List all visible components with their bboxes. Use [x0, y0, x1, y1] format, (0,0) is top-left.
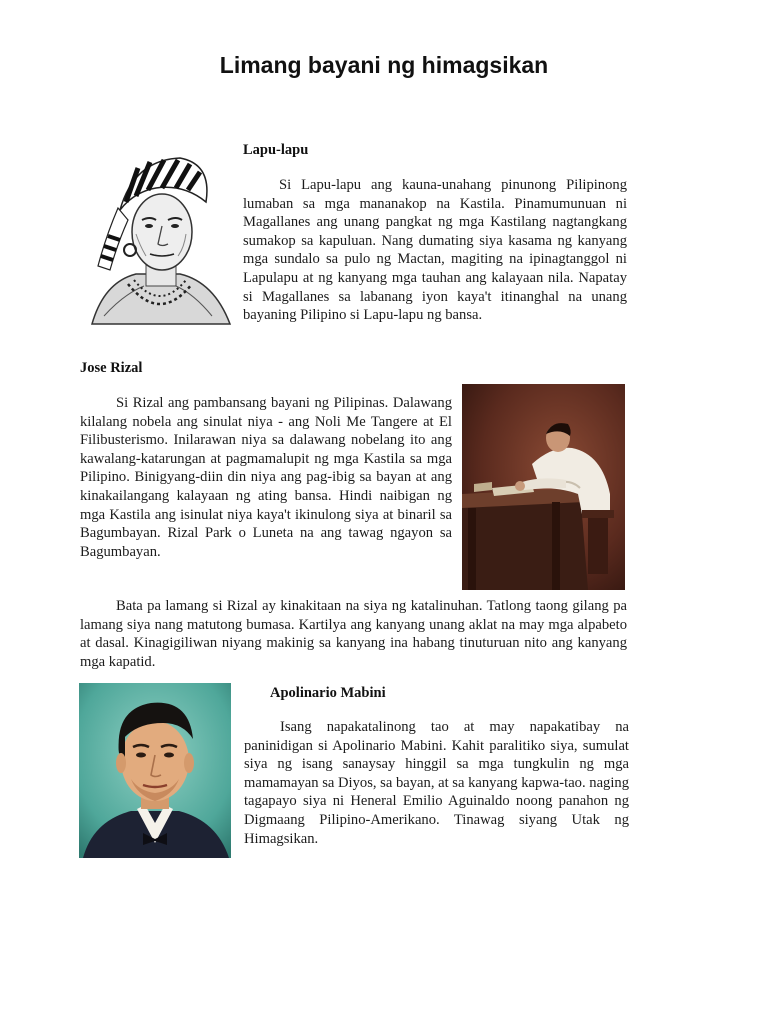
rizal-paragraph-2 [80, 597, 627, 671]
mabini-paragraph [244, 718, 629, 848]
page-title: Limang bayani ng himagsikan [219, 52, 549, 78]
lapulapu-paragraph [243, 176, 627, 325]
rizal-heading: Jose Rizal [80, 360, 143, 376]
mabini-portrait [79, 683, 231, 858]
rizal-paragraph-1-text: Si Rizal ang pambansang bayani ng Pilipinas. Dalawang kilalang nobela ang sinulat niya - ang Noli Me Tangere at El Filibusterismo. Inilarawan niya sa dalawang nobelang ito ang kawalang-katarungan at pagmamalupit ng mga Kastila sa mga Pilipino. Binigyang-diin din niya ang pag-ibig sa bayan at ang kinakailangang kalayaan ng ating bansa. Hindi naibigan ng mga Kastila ang isinulat niya kaya't ikinulong siya at binaril sa Bagumbayan. Rizal Park o Luneta na ang tawag ngayon sa Bagumbayan. [80, 395, 452, 560]
rizal-paragraph-2-text: Bata pa lamang si Rizal ay kinakitaan na siya ng katalinuhan. Tatlong taong gilang pa lamang siya nang matutong bumasa. Kartilya ang kanyang unang aklat na may mga alpabeto at dasal. Kinagigiliwan niyang makinig sa kanyang ina habang tinuturuan nito ang kanyang mga kapatid. [80, 598, 627, 670]
lapulapu-heading: Lapu-lapu [243, 142, 309, 158]
rizal-paragraph-1 [80, 394, 452, 561]
lapulapu-portrait [84, 146, 232, 334]
mabini-heading: Apolinario Mabini [270, 685, 386, 701]
lapulapu-paragraph-text: Si Lapu-lapu ang kauna-unahang pinunong Pilipinong lumaban sa mga mananakop na Kastila. Pinamumunuan ni Magallanes ang unang pangkat ng mga Kastilang nagtangkang sumakop sa kapuluan. Nang dumating siya kasama ng kanyang mga sundalo sa pulo ng Mactan, magiting na ipinagtanggol ni Lapulapu at ng kanyang mga tauhan ang kalayaan nila. Napatay si Magallanes sa labanang iyon kaya't itinanghal na unang bayaning Pilipino si Lapu-lapu ng bansa. [243, 177, 627, 324]
mabini-paragraph-text: Isang napakatalinong tao at may napakatibay na paninidigan si Apolinario Mabini. Kahit paralitiko siya, sumulat siya ng isang sanaysay hinggil sa mga tungkulin ng mga mamamayan sa Diyos, sa bayan, at sa kanyang kapwa-tao. naging tagapayo siya ni Heneral Emilio Aguinaldo noong panahon ng Digmaang Pilipino-Amerikano. Tinawag siyang Utak ng Himagsikan. [244, 719, 629, 847]
rizal-painting [462, 384, 625, 590]
